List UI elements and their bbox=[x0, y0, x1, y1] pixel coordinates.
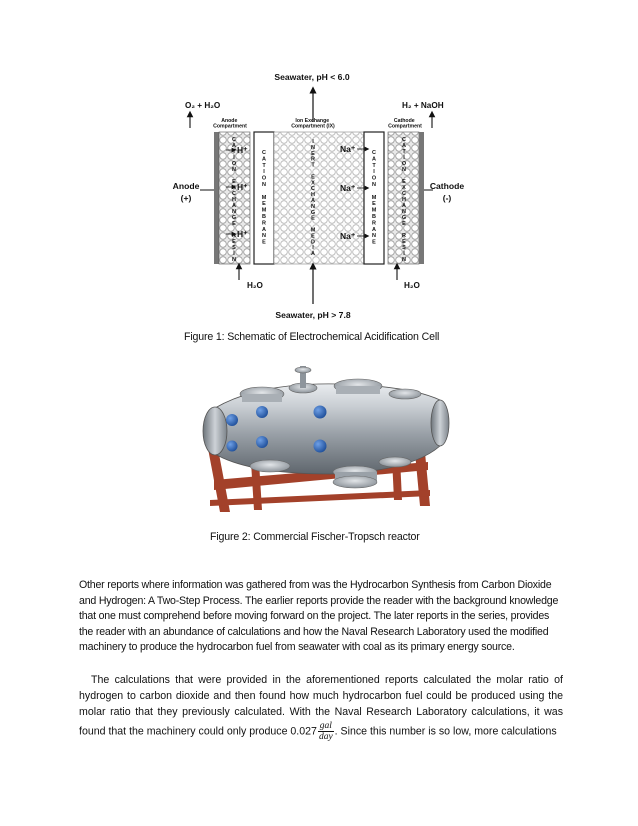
h2o-right: H₂O bbox=[404, 281, 420, 290]
bottom-label: Seawater, pH > 7.8 bbox=[275, 310, 351, 320]
anode-sign: (+) bbox=[180, 193, 192, 203]
vessel-end-right bbox=[431, 400, 449, 446]
anode-label: Anode bbox=[172, 181, 200, 191]
figure2-reactor-image bbox=[0, 350, 638, 520]
cathode-sign: (-) bbox=[442, 193, 452, 203]
cathode-label: Cathode bbox=[429, 181, 465, 191]
paragraph-2-tail: . Since this number is so low, more calculations bbox=[334, 725, 557, 738]
gal-per-day-fraction: $\frac{\text{gal}}{\text{day}}$ bbox=[318, 720, 333, 742]
na-ion-2: Na⁺ bbox=[340, 183, 356, 193]
h-ion-3: H⁺ bbox=[237, 229, 248, 239]
left-resin-text: C A T I O N E X C H A N G E R E S I N bbox=[231, 137, 237, 263]
right-resin-text: C A T I O N E X C H A N G E R E S I N bbox=[401, 137, 407, 263]
h-ion-2: H⁺ bbox=[237, 182, 248, 192]
paragraph-2-text: The calculations that were provided in the aforementioned reports calculated the molar ratio of hydrogen to carbon dioxide and then found how much hydrocarbon fuel could be produced using the molar ratio that they previously calculated. With the Naval Research Laboratory calculations, it was found that the machinery could only produce 0.027 bbox=[79, 674, 563, 738]
figure1-caption: Figure 1: Schematic of Electrochemical Acidification Cell bbox=[184, 331, 440, 343]
paragraph-1: Other reports where information was gathered from was the Hydrocarbon Synthesis from Carbon Dioxide and Hydrogen: A Two-Step Process. The earlier reports provide the reader with the background knowledge that one must comprehend before moving forward on the project. The later reports in the series, provides the reader with an abundance of calculations and how the Naval Research Laboratory used the modified machinery to produce the hydrocarbon fuel from seawater with coal as its primary energy source. bbox=[79, 579, 559, 654]
left-membrane-text: C A T I O N M E M B R A N E bbox=[261, 150, 267, 246]
anode-plate bbox=[214, 132, 219, 264]
figure1-schematic bbox=[0, 0, 638, 340]
cathode-plate bbox=[419, 132, 424, 264]
na-ion-3: Na⁺ bbox=[340, 231, 356, 241]
ix-compartment-label: Ion Exchange Compartment (IX) bbox=[291, 118, 335, 130]
cathode-compartment-label: Cathode Compartment bbox=[388, 118, 422, 130]
anode-compartment-label: Anode Compartment bbox=[213, 118, 247, 130]
right-membrane-text: C A T I O N M E M B R A N E bbox=[371, 150, 377, 246]
figure2-caption: Figure 2: Commercial Fischer-Tropsch reactor bbox=[210, 531, 420, 543]
na-ion-1: Na⁺ bbox=[340, 144, 356, 154]
h2o-left: H₂O bbox=[247, 281, 263, 290]
right-product: H₂ + NaOH bbox=[402, 101, 444, 110]
vessel-end-left bbox=[203, 407, 227, 455]
left-product: O₂ + H₂O bbox=[185, 101, 221, 110]
paragraph-2 bbox=[79, 673, 563, 742]
inert-media-text: I N E R T E X C H A N G E M E D I A bbox=[310, 139, 316, 258]
h-ion-1: H⁺ bbox=[237, 145, 248, 155]
top-label: Seawater, pH < 6.0 bbox=[274, 72, 350, 82]
